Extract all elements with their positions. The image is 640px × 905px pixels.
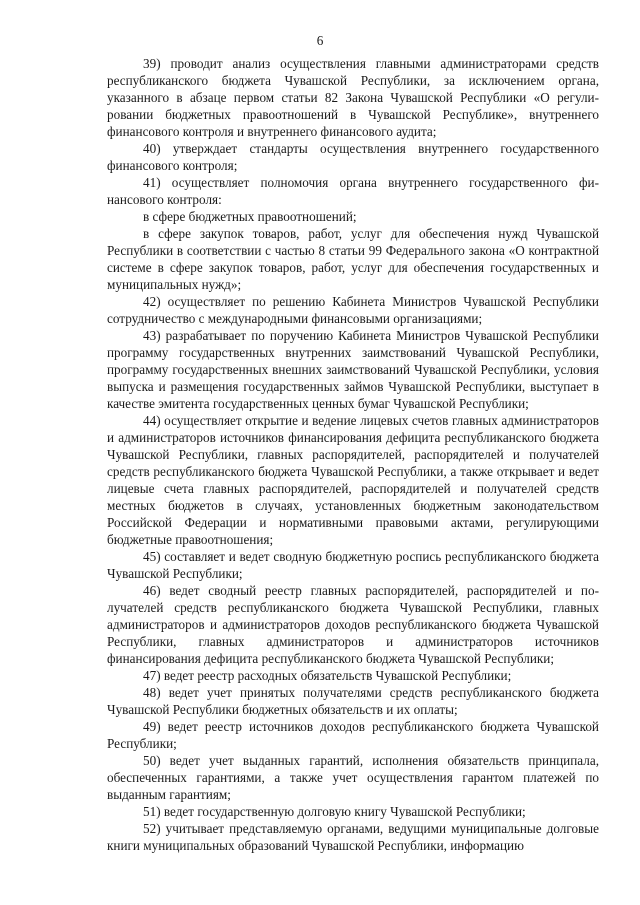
paragraph-46: 46) ведет сводный реестр главных распорядителей, распорядителей и получателей средств республиканского бюджета Чувашской Республики, главных администраторов и администраторов доходов республиканского бюджета Чувашской Республики, главных администраторов и администраторов источников финансирования дефицита республиканского бюджета Чувашской Республики;: [107, 583, 599, 666]
paragraph-42: 42) осуществляет по решению Кабинета Министров Чувашской Республики сотрудничество с международными финансовыми организациями;: [107, 294, 599, 326]
paragraph-41-budget: в сфере бюджетных правоотношений;: [143, 209, 357, 224]
paragraph-52: 52) учитывает представляемую органами, ведущими муниципальные долговые книги муниципальных образований Чувашской Республики, информацию: [107, 821, 599, 853]
paragraph-44: 44) осуществляет открытие и ведение лицевых счетов главных администраторов и администраторов источников финансирования дефицита республиканского бюджета Чувашской Республики, главных распорядителей, распорядителей и получателей средств республиканского бюджета Чувашской Республики, а также открывает и ведет лицевые счета главных распорядителей, распорядителей и получателей средств местных бюджетов в случаях, установленных бюджетным законодательством Российской Федерации и нормативными правовыми актами, регулирующими бюджетные правоотношения;: [107, 413, 599, 547]
paragraph-43: 43) разрабатывает по поручению Кабинета Министров Чувашской Республики программу государственных внутренних заимствований Чувашской Республики, программу государственных внешних заимствований Чувашской Республики, условия выпуска и размещения государственных займов Чувашской Республики, выступает в качестве эмитента государственных ценных бумаг Чувашской Республики;: [107, 328, 599, 411]
page-number: 6: [316, 33, 324, 48]
paragraph-47: 47) ведет реестр расходных обязательств Чувашской Республики;: [143, 668, 512, 683]
document-body: [107, 55, 599, 854]
paragraph-39: 39) проводит анализ осуществления главными администраторами средств республиканского бюджета Чувашской Республики, за исключением органа, указанного в абзаце первом статьи 82 Закона Чувашской Республики «О регулировании бюджетных правоотношений в Чувашской Республике», внутреннего финансового контроля и внутреннего финансового аудита;: [107, 56, 599, 139]
paragraph-49: 49) ведет реестр источников доходов республиканского бюджета Чувашской Республики;: [107, 719, 599, 751]
paragraph-41: 41) осуществляет полномочия органа внутреннего государственного финансового контроля:: [107, 175, 599, 207]
paragraph-41-procurement: в сфере закупок товаров, работ, услуг для обеспечения нужд Чувашской Республики в соответствии с частью 8 статьи 99 Федерального закона «О контрактной системе в сфере закупок товаров, работ, услуг для обеспечения государственных и муниципальных нужд»;: [107, 226, 599, 292]
paragraph-48: 48) ведет учет принятых получателями средств республиканского бюджета Чувашской Республики бюджетных обязательств и их оплаты;: [107, 685, 599, 717]
paragraph-51: 51) ведет государственную долговую книгу Чувашской Республики;: [143, 804, 526, 819]
paragraph-45: 45) составляет и ведет сводную бюджетную роспись республиканского бюджета Чувашской Республики;: [107, 549, 599, 581]
paragraph-50: 50) ведет учет выданных гарантий, исполнения обязательств принципала, обеспеченных гарантиями, а также учет осуществления гарантом платежей по выданным гарантиям;: [107, 753, 599, 802]
paragraph-40: 40) утверждает стандарты осуществления внутреннего государственного финансового контроля;: [107, 141, 599, 173]
